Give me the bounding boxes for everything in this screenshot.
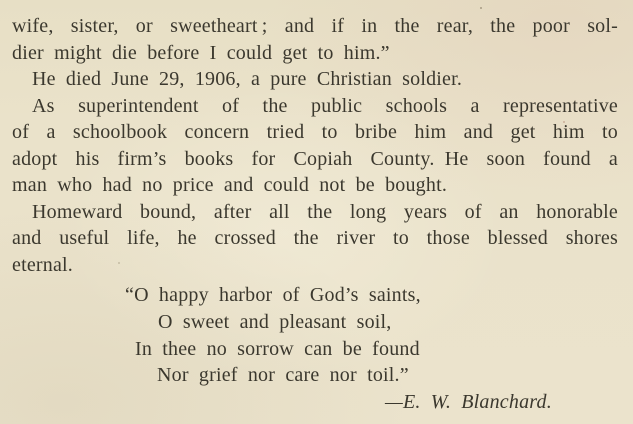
body-text-line: man who had no price and could not be bought. bbox=[12, 174, 448, 197]
body-text-line: dier might die before I could get to him.” bbox=[12, 41, 390, 64]
body-text-line: of a schoolbook concern tried to bribe him and get him to bbox=[12, 121, 618, 144]
poem-line: “O happy harbor of God’s saints, bbox=[125, 284, 421, 307]
body-text-line: wife, sister, or sweetheart ; and if in the rear, the poor sol- bbox=[12, 15, 618, 37]
body-text-line: eternal. bbox=[12, 253, 74, 276]
scan-speck bbox=[480, 7, 482, 9]
scan-speck bbox=[118, 262, 120, 264]
poem-line: Nor grief nor care nor toil.” bbox=[157, 364, 409, 387]
body-text-line: and useful life, he crossed the river to those blessed shores bbox=[12, 227, 618, 250]
text-column bbox=[12, 0, 618, 415]
body-text-line: Homeward bound, after all the long years of an honorable bbox=[32, 200, 618, 223]
poem-line: In thee no sorrow can be found bbox=[135, 337, 420, 360]
body-text-line: adopt his firm’s books for Copiah County. He soon found a bbox=[12, 147, 618, 170]
scan-speck bbox=[563, 121, 565, 123]
body-text-line: As superintendent of the public schools a representative bbox=[32, 94, 618, 117]
attribution: —E. W. Blanchard. bbox=[385, 390, 552, 413]
poem-stanza bbox=[12, 282, 618, 388]
body-text-line: He died June 29, 1906, a pure Christian soldier. bbox=[32, 68, 463, 91]
poem-line: O sweet and pleasant soil, bbox=[158, 311, 392, 334]
